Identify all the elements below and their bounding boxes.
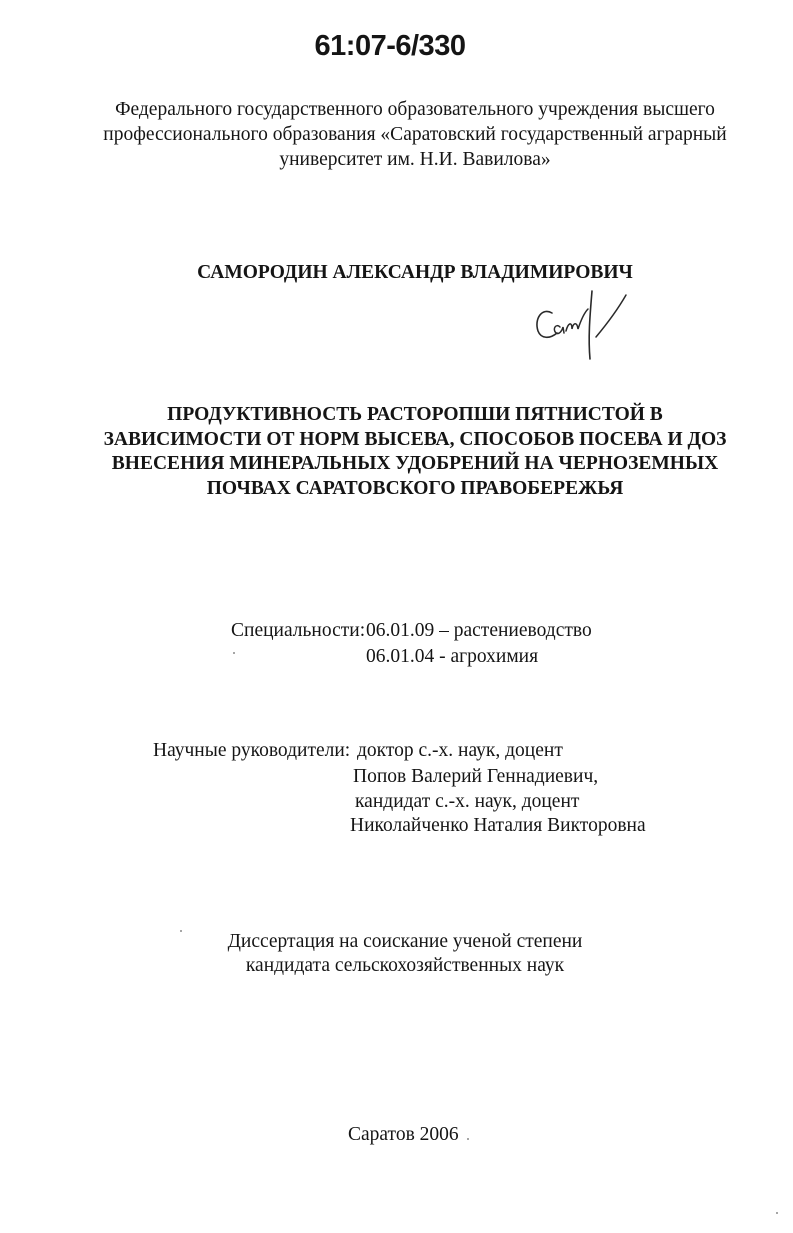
degree-statement: [0, 930, 793, 978]
dissertation-title: [50, 403, 780, 501]
supervisor-line: Попов Валерий Геннадиевич,: [353, 766, 599, 787]
title-line: ЗАВИСИМОСТИ ОТ НОРМ ВЫСЕВА, СПОСОБОВ ПОСЕВА И ДОЗ: [103, 428, 727, 450]
scan-speck: [467, 1138, 469, 1140]
supervisor-line: кандидат с.-х. наук, доцент: [355, 791, 580, 812]
scan-speck: [776, 1212, 778, 1214]
institution-line: Федерального государственного образовательного учреждения высшего: [115, 99, 715, 120]
degree-line: кандидата сельскохозяйственных наук: [245, 955, 565, 976]
author-signature: [530, 285, 640, 365]
supervisor-line: доктор с.-х. наук, доцент: [357, 740, 563, 761]
institution-name: [60, 97, 770, 172]
specialties-label: Специальности:: [231, 620, 366, 641]
institution-line: университет им. Н.И. Вавилова»: [279, 149, 551, 170]
title-line: ПОЧВАХ САРАТОВСКОГО ПРАВОБЕРЕЖЬЯ: [206, 477, 624, 499]
place-and-year: Саратов 2006: [348, 1124, 459, 1145]
title-line: ВНЕСЕНИЯ МИНЕРАЛЬНЫХ УДОБРЕНИЙ НА ЧЕРНОЗЕМНЫХ: [111, 453, 719, 474]
institution-line: профессионального образования «Саратовский государственный аграрный: [103, 124, 727, 145]
supervisor-line: Николайченко Наталия Викторовна: [350, 815, 646, 836]
supervisors-label: Научные руководители:: [153, 740, 351, 761]
scan-speck: [180, 930, 182, 932]
author-name: САМОРОДИН АЛЕКСАНДР ВЛАДИМИРОВИЧ: [197, 262, 633, 283]
title-line: ПРОДУКТИВНОСТЬ РАСТОРОПШИ ПЯТНИСТОЙ В: [167, 404, 663, 425]
specialty-item: 06.01.04 - агрохимия: [366, 646, 539, 667]
degree-line: Диссертация на соискание ученой степени: [227, 931, 583, 952]
scan-speck: [233, 652, 235, 654]
catalog-number: 61:07-6/330: [314, 30, 466, 62]
specialty-item: 06.01.09 – растениеводство: [366, 620, 592, 641]
